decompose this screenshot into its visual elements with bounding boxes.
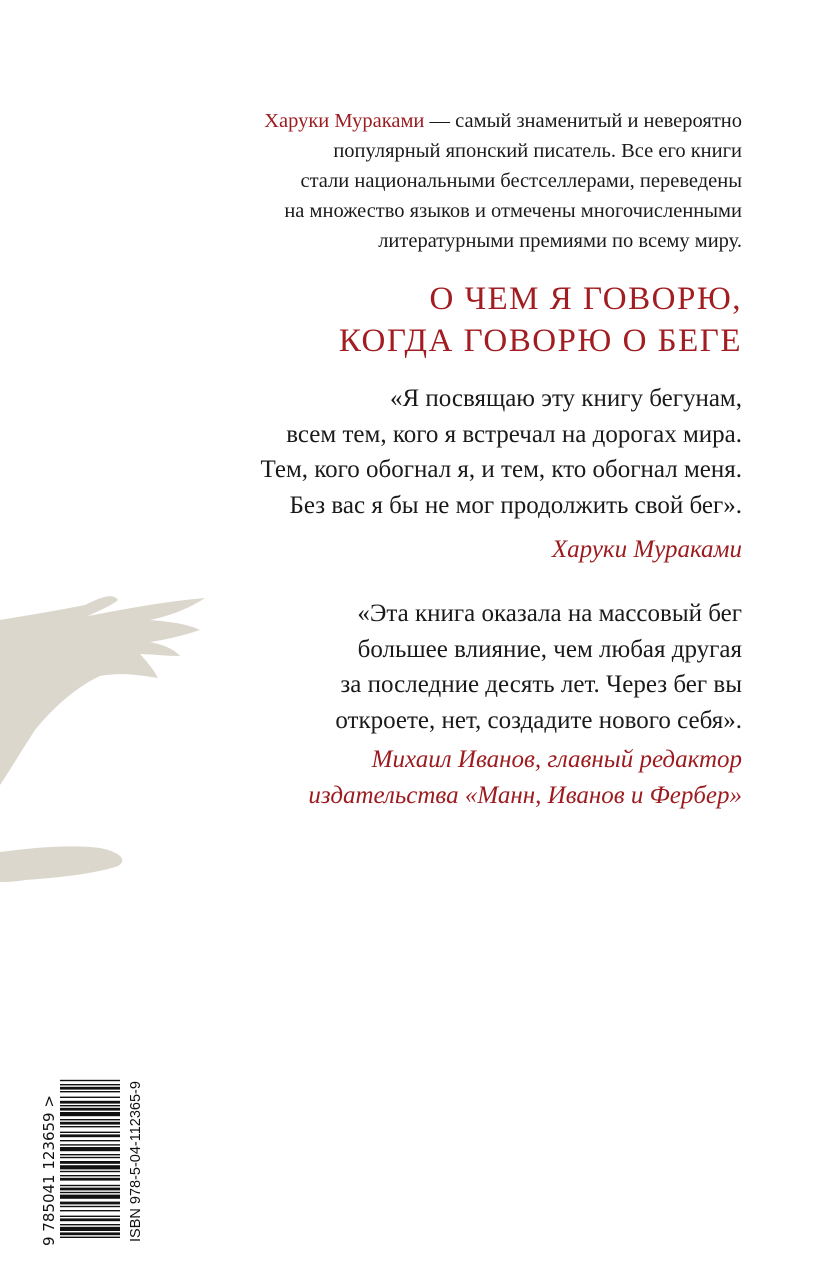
barcode-bars xyxy=(60,1080,120,1238)
isbn-barcode xyxy=(38,1018,148,1250)
quote-line: «Эта книга оказала на массовый бег xyxy=(357,600,742,627)
quote-line: большее влияние, чем любая другая xyxy=(357,635,742,663)
book-title-line-2: КОГДА ГОВОРЮ О БЕГЕ xyxy=(338,323,742,359)
quote-line: за последние десять лет. Через бег вы xyxy=(340,671,742,698)
barcode-bar xyxy=(60,1091,120,1092)
intro-line: — самый знаменитый и невероятно xyxy=(424,110,742,132)
barcode-bar xyxy=(60,1232,120,1235)
barcode-bar xyxy=(60,1144,120,1145)
barcode-bar xyxy=(60,1206,120,1207)
review-attribution xyxy=(142,742,742,813)
attribution-line: Михаил Иванов, главный редактор xyxy=(371,746,742,773)
barcode-bar xyxy=(60,1178,120,1181)
barcode-bar xyxy=(60,1097,120,1098)
barcode-bar xyxy=(60,1084,120,1085)
barcode-bar xyxy=(60,1126,120,1127)
barcode-bar xyxy=(60,1112,120,1116)
intro-line: стали национальными бестселлерами, переведены xyxy=(300,170,742,192)
barcode-bar xyxy=(60,1175,120,1176)
barcode-bar xyxy=(60,1154,120,1155)
dedication-attribution xyxy=(142,532,742,568)
quote-line: Без вас я бы не мог продолжить свой бег». xyxy=(289,491,742,519)
quote-line: «Я посвящаю эту книгу бегунам, xyxy=(389,385,742,412)
barcode-bar xyxy=(60,1087,120,1090)
quote-line: Тем, кого обогнал я, и тем, кто обогнал меня. xyxy=(260,456,742,483)
barcode-graphic xyxy=(38,1018,148,1250)
intro-line: литературными премиями по всему миру. xyxy=(378,230,742,252)
attribution-line: Харуки Мураками xyxy=(551,536,742,563)
attribution-line: издательства «Манн, Иванов и Фербер» xyxy=(308,781,742,809)
barcode-bar xyxy=(60,1157,120,1158)
barcode-bar xyxy=(60,1140,120,1141)
quote-line: всем тем, кого я встречал на дорогах мира. xyxy=(286,420,742,448)
intro-line: популярный японский писатель. Все его книги xyxy=(333,140,742,162)
author-intro xyxy=(182,106,742,256)
book-title xyxy=(142,278,742,362)
barcode-bar xyxy=(60,1216,120,1217)
barcode-bar xyxy=(60,1101,120,1104)
barcode-bar xyxy=(60,1195,120,1199)
barcode-bar xyxy=(60,1224,120,1225)
barcode-bar xyxy=(60,1105,120,1106)
barcode-bar xyxy=(60,1171,120,1172)
intro-line: на множество языков и отмечены многочисленными xyxy=(284,200,742,222)
barcode-digits: 9 785041 123659 > xyxy=(40,1095,58,1246)
barcode-bar xyxy=(60,1185,120,1186)
barcode-bar xyxy=(60,1132,120,1133)
isbn-label: ISBN 978-5-04-112365-9 xyxy=(128,1081,144,1242)
barcode-bar xyxy=(60,1122,120,1125)
barcode-bar xyxy=(60,1119,120,1120)
barcode-bar xyxy=(60,1192,120,1193)
barcode-bar xyxy=(60,1165,120,1169)
barcode-bar xyxy=(60,1218,120,1221)
barcode-bar xyxy=(60,1210,120,1211)
barcode-bar xyxy=(60,1134,120,1137)
barcode-bar xyxy=(60,1108,120,1111)
barcode-bar xyxy=(60,1227,120,1231)
review-quote xyxy=(122,596,742,738)
book-title-line-1: О ЧЕМ Я ГОВОРЮ, xyxy=(429,281,742,317)
quote-line: откроете, нет, создадите нового себя». xyxy=(335,706,742,734)
barcode-bar xyxy=(60,1237,120,1238)
dedication-quote xyxy=(122,381,742,523)
barcode-bar xyxy=(60,1080,120,1081)
intro-author-name: Харуки Мураками xyxy=(264,110,425,132)
barcode-bar xyxy=(60,1202,120,1205)
barcode-bar xyxy=(60,1161,120,1164)
barcode-bar xyxy=(60,1188,120,1191)
barcode-bar xyxy=(60,1147,120,1151)
